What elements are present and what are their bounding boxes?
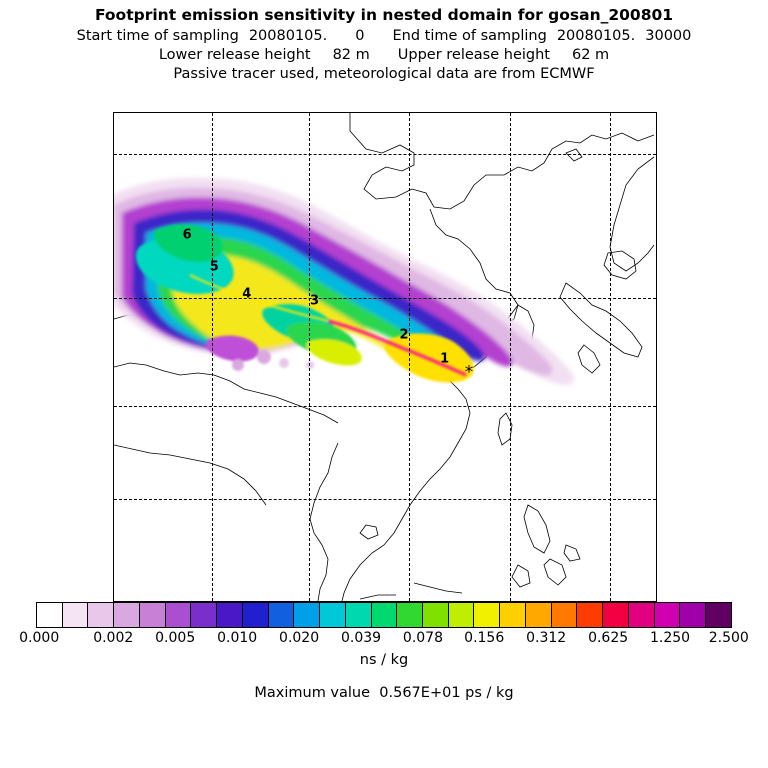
colorbar-swatch-0: [37, 603, 63, 627]
footprint-plume-layer: [114, 113, 656, 601]
maximum-value-line: [0, 685, 768, 701]
sampling-time-line: [0, 28, 768, 44]
colorbar-swatch-19: [526, 603, 552, 627]
end-time-label: End time of sampling: [392, 28, 547, 44]
gridline-lat-20: [114, 499, 656, 500]
colorbar-tick-9: 0.625: [588, 630, 629, 646]
map-panel: [113, 112, 657, 602]
colorbar-swatch-15: [423, 603, 449, 627]
colorbar-tick-4: 0.020: [279, 630, 320, 646]
age-marker-4: 4: [242, 286, 252, 302]
colorbar-tick-7: 0.156: [464, 630, 505, 646]
header-block: [0, 0, 768, 82]
end-date-value: 20080105.: [556, 28, 636, 44]
colorbar-tick-labels: [0, 630, 768, 648]
colorbar-swatch-25: [680, 603, 706, 627]
colorbar-swatch-21: [577, 603, 603, 627]
end-time-value: 30000: [645, 28, 692, 44]
colorbar-tick-6: 0.078: [402, 630, 444, 646]
age-marker-1: 1: [440, 351, 450, 367]
release-site-marker: *: [464, 362, 474, 383]
colorbar-swatch-11: [320, 603, 346, 627]
colorbar-swatch-9: [269, 603, 295, 627]
release-height-line: [0, 47, 768, 63]
gridline-lon-110: [309, 113, 310, 601]
colorbar-tick-2: 0.005: [155, 630, 196, 646]
gridline-lon-130: [510, 113, 511, 601]
start-time-value: 0: [355, 28, 365, 44]
colorbar-swatch-16: [449, 603, 475, 627]
colorbar: [36, 602, 732, 628]
colorbar-tick-11: 2.500: [708, 630, 749, 646]
colorbar-swatch-17: [474, 603, 500, 627]
gridline-lon-140: [610, 113, 611, 601]
start-date-value: 20080105.: [248, 28, 328, 44]
upper-release-label: Upper release height: [397, 47, 550, 63]
colorbar-tick-10: 1.250: [650, 630, 691, 646]
age-marker-2: 2: [399, 327, 409, 343]
age-marker-5: 5: [209, 259, 219, 275]
colorbar-swatch-10: [294, 603, 320, 627]
lower-release-value: 82 m: [332, 47, 370, 63]
colorbar-swatch-23: [629, 603, 655, 627]
maximum-value-label: Maximum value: [254, 685, 371, 701]
colorbar-swatch-6: [191, 603, 217, 627]
colorbar-swatch-12: [346, 603, 372, 627]
colorbar-swatch-20: [552, 603, 578, 627]
colorbar-tick-1: 0.002: [93, 630, 134, 646]
colorbar-swatch-18: [500, 603, 526, 627]
colorbar-swatch-14: [397, 603, 423, 627]
gridline-lat-40: [114, 298, 656, 299]
colorbar-swatch-8: [243, 603, 269, 627]
page-title: Footprint emission sensitivity in nested domain for gosan_200801: [94, 6, 674, 24]
maximum-value-value: 0.567E+01 ps / kg: [379, 685, 514, 701]
colorbar-swatch-7: [217, 603, 243, 627]
tracer-info-line: Passive tracer used, meteorological data are from ECMWF: [173, 66, 595, 82]
colorbar-swatch-5: [166, 603, 192, 627]
gridline-lon-120: [409, 113, 410, 601]
start-time-label: Start time of sampling: [76, 28, 239, 44]
age-marker-3: 3: [310, 293, 320, 309]
colorbar-swatch-3: [114, 603, 140, 627]
map-canvas: [114, 113, 656, 601]
gridline-lat-50: [114, 154, 656, 155]
colorbar-units-label: ns / kg: [359, 652, 409, 668]
colorbar-swatch-13: [372, 603, 398, 627]
colorbar-swatch-24: [655, 603, 681, 627]
gridline-lat-30: [114, 406, 656, 407]
colorbar-tick-8: 0.312: [526, 630, 567, 646]
upper-release-value: 62 m: [571, 47, 610, 63]
colorbar-swatch-4: [140, 603, 166, 627]
colorbar-swatch-2: [88, 603, 114, 627]
lower-release-label: Lower release height: [158, 47, 311, 63]
age-marker-6: 6: [182, 227, 192, 243]
colorbar-swatch-1: [63, 603, 89, 627]
colorbar-tick-3: 0.010: [217, 630, 258, 646]
colorbar-tick-5: 0.039: [340, 630, 382, 646]
colorbar-swatch-22: [603, 603, 629, 627]
colorbar-tick-0: 0.000: [19, 630, 60, 646]
gridline-lon-100: [212, 113, 213, 601]
colorbar-swatch-26: [706, 603, 731, 627]
